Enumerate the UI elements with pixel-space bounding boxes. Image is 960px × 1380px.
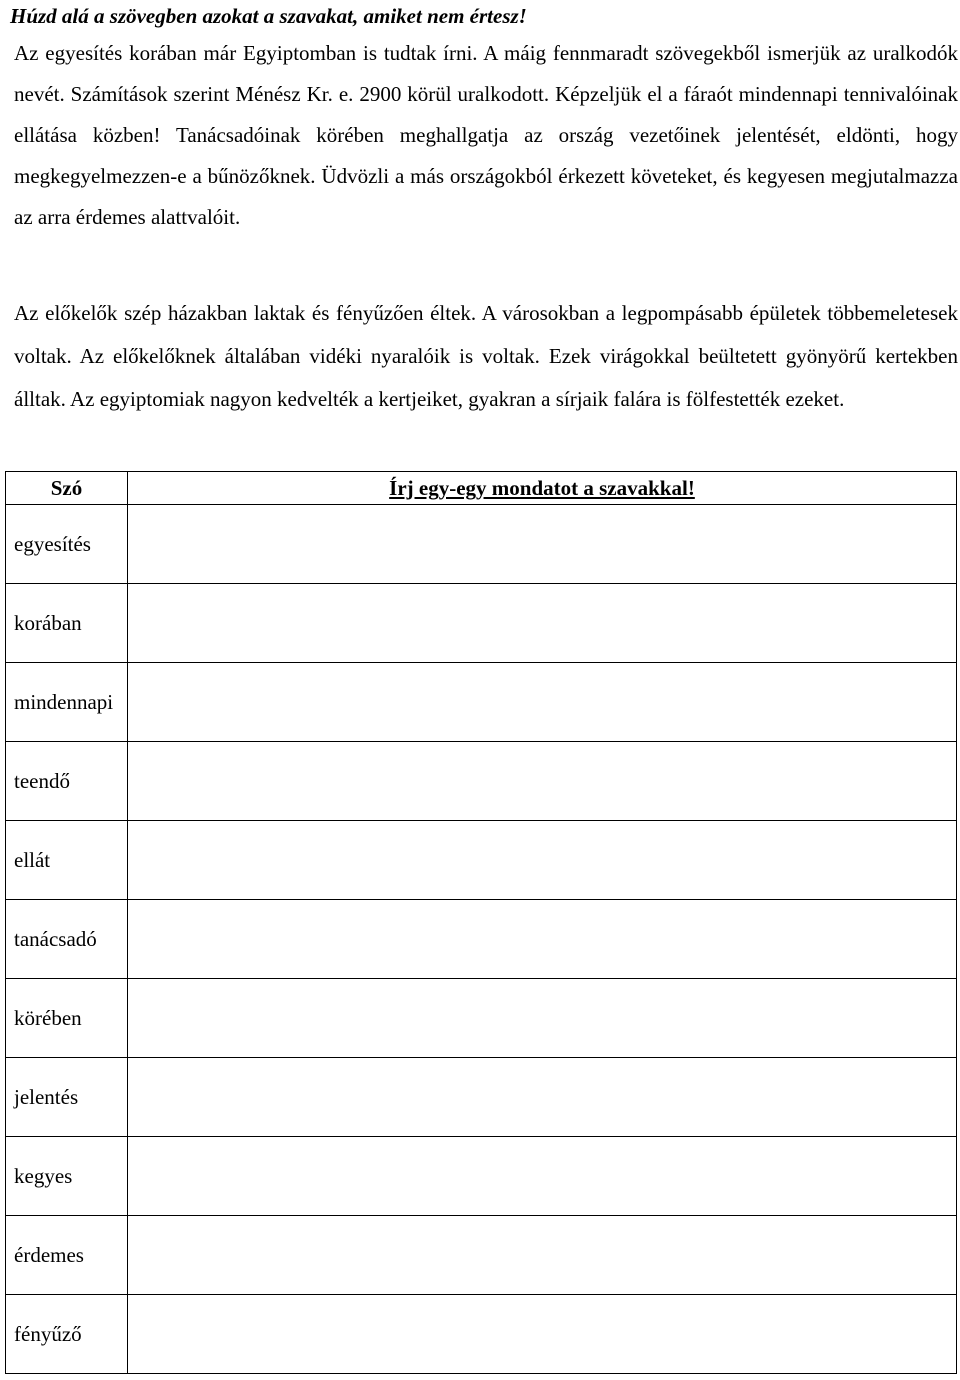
sentence-cell[interactable] — [128, 1137, 957, 1216]
sentence-cell[interactable] — [128, 1058, 957, 1137]
table-row — [6, 1295, 957, 1374]
reading-paragraph-2 — [14, 292, 958, 421]
table-row — [6, 742, 957, 821]
sentence-cell[interactable] — [128, 1216, 957, 1295]
word-cell: érdemes — [6, 1216, 128, 1295]
sentence-cell[interactable] — [128, 742, 957, 821]
word-cell: jelentés — [6, 1058, 128, 1137]
vocabulary-table — [5, 471, 957, 1374]
sentence-cell[interactable] — [128, 584, 957, 663]
sentence-cell[interactable] — [128, 979, 957, 1058]
header-sentence: Írj egy-egy mondatot a szavakkal! — [128, 472, 957, 505]
word-cell: teendő — [6, 742, 128, 821]
table-row — [6, 1137, 957, 1216]
word-cell: kegyes — [6, 1137, 128, 1216]
sentence-cell[interactable] — [128, 900, 957, 979]
sentence-cell[interactable] — [128, 821, 957, 900]
table-row — [6, 1216, 957, 1295]
table-row — [6, 821, 957, 900]
table-row — [6, 1058, 957, 1137]
table-header-row — [6, 472, 957, 505]
table-row — [6, 505, 957, 584]
table-row — [6, 900, 957, 979]
table-row — [6, 663, 957, 742]
paragraph-2-text: Az előkelők szép házakban laktak és fényűzően éltek. A városokban a legpompásabb épületek többemeletesek voltak. Az előkelőknek általában vidéki nyaralóik is voltak. Ezek virágokkal beültetett gyönyörű kertekben álltak. Az egyiptomiak nagyon kedvelték a kertjeiket, gyakran a sírjaik falára is fölfestették ezeket. — [14, 301, 958, 411]
sentence-cell[interactable] — [128, 505, 957, 584]
word-cell: fényűző — [6, 1295, 128, 1374]
word-cell: tanácsadó — [6, 900, 128, 979]
word-cell: körében — [6, 979, 128, 1058]
paragraph-1-text: Az egyesítés korában már Egyiptomban is tudtak írni. A máig fennmaradt szövegekből ismerjük az uralkodók nevét. Számítások szerint Ménész Kr. e. 2900 körül uralkodott. Képzeljük el a fáraót mindennapi tennivalóinak ellátása közben! Tanácsadóinak körében meghallgatja az ország vezetőinek jelentését, eldönti, hogy megkegyelmezzen-e a bűnözőknek. Üdvözli a más országokból érkezett követeket, és kegyesen megjutalmazza az arra érdemes alattvalóit. — [14, 41, 958, 229]
word-cell: mindennapi — [6, 663, 128, 742]
word-cell: egyesítés — [6, 505, 128, 584]
header-word: Szó — [6, 472, 128, 505]
word-cell: korában — [6, 584, 128, 663]
sentence-cell[interactable] — [128, 1295, 957, 1374]
instruction-heading: Húzd alá a szövegben azokat a szavakat, amiket nem értesz! — [10, 4, 527, 28]
table-row — [6, 979, 957, 1058]
table-row — [6, 584, 957, 663]
sentence-cell[interactable] — [128, 663, 957, 742]
word-cell: ellát — [6, 821, 128, 900]
reading-paragraph-1 — [14, 33, 958, 238]
